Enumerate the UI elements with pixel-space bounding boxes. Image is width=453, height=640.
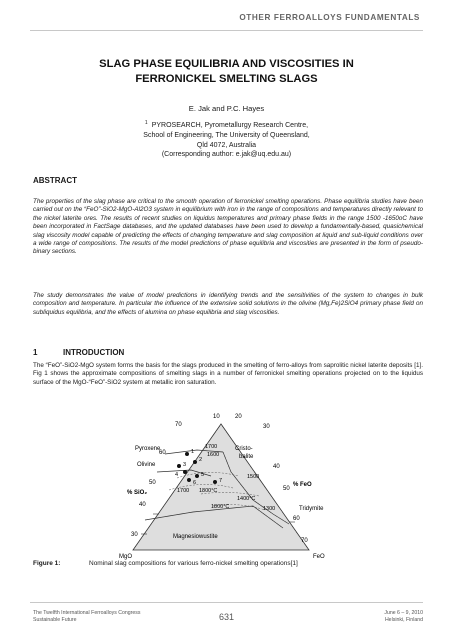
tick-70b: 70 [301, 538, 308, 544]
tick-60: 60 [159, 450, 166, 456]
footer-date: June 6 – 9, 2010 [384, 610, 423, 616]
isotherm-label-1700b: 1700 [177, 488, 190, 494]
point-label-2: 2 [199, 457, 203, 463]
abstract-heading: ABSTRACT [33, 176, 77, 185]
paper-title [40, 57, 413, 87]
isotherm-label-1300: 1300 [263, 506, 276, 512]
affiliation-line-2: School of Engineering, The University of Queensland, [143, 132, 310, 140]
point-marker [185, 452, 189, 456]
header-divider [30, 30, 423, 31]
isotherm-label-1800: 1800°C [199, 488, 218, 494]
figure-label: Figure 1: [33, 560, 61, 567]
footer-location: Helsinki, Finland [384, 617, 423, 623]
point-marker [187, 478, 191, 482]
tick-10: 10 [213, 414, 220, 420]
figure-caption [33, 560, 298, 567]
introduction-heading [33, 348, 124, 357]
tick-30b: 30 [131, 532, 138, 538]
label-magnesiowustite: Magnesiowustite [173, 534, 218, 540]
tick-20: 20 [235, 414, 242, 420]
isotherm-label-1700: 1700 [205, 444, 218, 450]
point-label-7: 7 [219, 478, 223, 484]
affiliation-superscript: 1 [144, 120, 148, 126]
affiliation-line-1: PYROSEARCH, Pyrometallurgy Research Centre, [151, 122, 309, 129]
point-marker [177, 464, 181, 468]
introduction-paragraph: The “FeO”-SiO2-MgO system forms the basis for the slags produced in the smelting of ferro-alloys from saprolitic nickel laterite deposits [1]. Fig 1 shows the approximate compositions of smelting slags in a number of ferronickel smelting operations projected on to the liquidus surface of the MgO-“FeO”-SiO2 system at metallic iron saturation. [33, 362, 423, 386]
point-label-6: 6 [193, 480, 197, 486]
tick-30: 30 [263, 424, 270, 430]
footer-conference-line-2: Sustainable Future [33, 617, 77, 623]
label-feo-axis: % FeO [293, 482, 312, 488]
label-pyroxene: Pyroxene [135, 446, 161, 452]
footer-conference-line-1: The Twelfth International Ferroalloys Congress [33, 610, 141, 616]
label-cristobalite-2: balite [239, 454, 254, 460]
label-olivine: Olivine [137, 462, 156, 468]
tick-40: 40 [273, 464, 280, 470]
point-marker [195, 474, 199, 478]
section-number: 1 [33, 348, 38, 357]
isotherm-label-1500: 1500 [247, 474, 260, 480]
figure-caption-text: Nominal slag compositions for various ferro-nickel smelting operations[1] [89, 560, 298, 567]
label-cristobalite-1: Cristo- [235, 446, 253, 452]
affiliation-line-3: Qld 4072, Australia [196, 141, 257, 149]
tick-60b: 60 [293, 516, 300, 522]
point-marker [193, 460, 197, 464]
abstract-paragraph-2: The study demonstrates the value of model predictions in identifying trends and the sensitivities of the system to changes in bulk composition and temperature. In particular the influence of the extensive solid solutions in the olivine (Mg,Fe)2SiO4 primary phase field on subliquidus equilibria, and the effects of alumina on phase equilibria and slag viscosities. [33, 292, 423, 316]
footer-divider [30, 602, 423, 603]
affiliation [60, 121, 393, 160]
diagram-svg [113, 410, 345, 560]
footer-date-location [384, 610, 423, 624]
label-mgo: MgO [119, 554, 133, 560]
authors: E. Jak and P.C. Hayes [188, 104, 265, 113]
tick-50: 50 [149, 480, 156, 486]
page-number: 631 [218, 612, 235, 622]
isotherm-label-1800b: 1800°C [211, 504, 230, 510]
title-line-1: SLAG PHASE EQUILIBRIA AND VISCOSITIES IN [99, 58, 354, 70]
affiliation-line-4: (Corresponding author: e.jak@uq.edu.au) [161, 151, 292, 159]
point-marker [183, 470, 187, 474]
section-header: OTHER FERROALLOYS FUNDAMENTALS [239, 13, 420, 22]
tick-50b: 50 [283, 486, 290, 492]
point-label-5: 5 [201, 472, 205, 478]
section-title: INTRODUCTION [63, 348, 125, 357]
abstract-paragraph-1: The properties of the slag phase are critical to the smooth operation of ferronickel smelting operations. Phase equilibria studies have been carried out on the “FeO”-SiO2-MgO-Al2O3 system in equilibrium with iron in the range of compositions and temperatures directly relevant to the nickel laterite ores. The results of recent studies on liquidus temperatures and primary phase fields in the range 1500 -1650oC have been incorporated in FactSage databases, and the updated databases have been used to develop a fundamentally-based, quasichemical slag viscosity model capable of predicting the effects of changing temperature and slag composition at liquid and sub-liquid conditions over a wide range of compositions. The results of the model predictions of phase equilibria and viscosities are presented in the form of pseudo-binary sections. [33, 198, 423, 256]
point-label-3: 3 [183, 462, 187, 468]
label-feo: FeO [313, 554, 325, 560]
label-tridymite: Tridymite [299, 506, 324, 512]
label-sio2-axis: % SiO₂ [127, 490, 148, 496]
point-marker [213, 480, 217, 484]
point-label-4: 4 [175, 472, 179, 478]
isotherm-label-1400: 1400°C [237, 496, 256, 502]
title-line-2: FERRONICKEL SMELTING SLAGS [135, 73, 318, 85]
isotherm-label-1600: 1600 [207, 452, 220, 458]
ternary-phase-diagram [113, 410, 345, 560]
tick-40b: 40 [139, 502, 146, 508]
tick-70: 70 [175, 422, 182, 428]
point-label-1: 1 [191, 449, 195, 455]
